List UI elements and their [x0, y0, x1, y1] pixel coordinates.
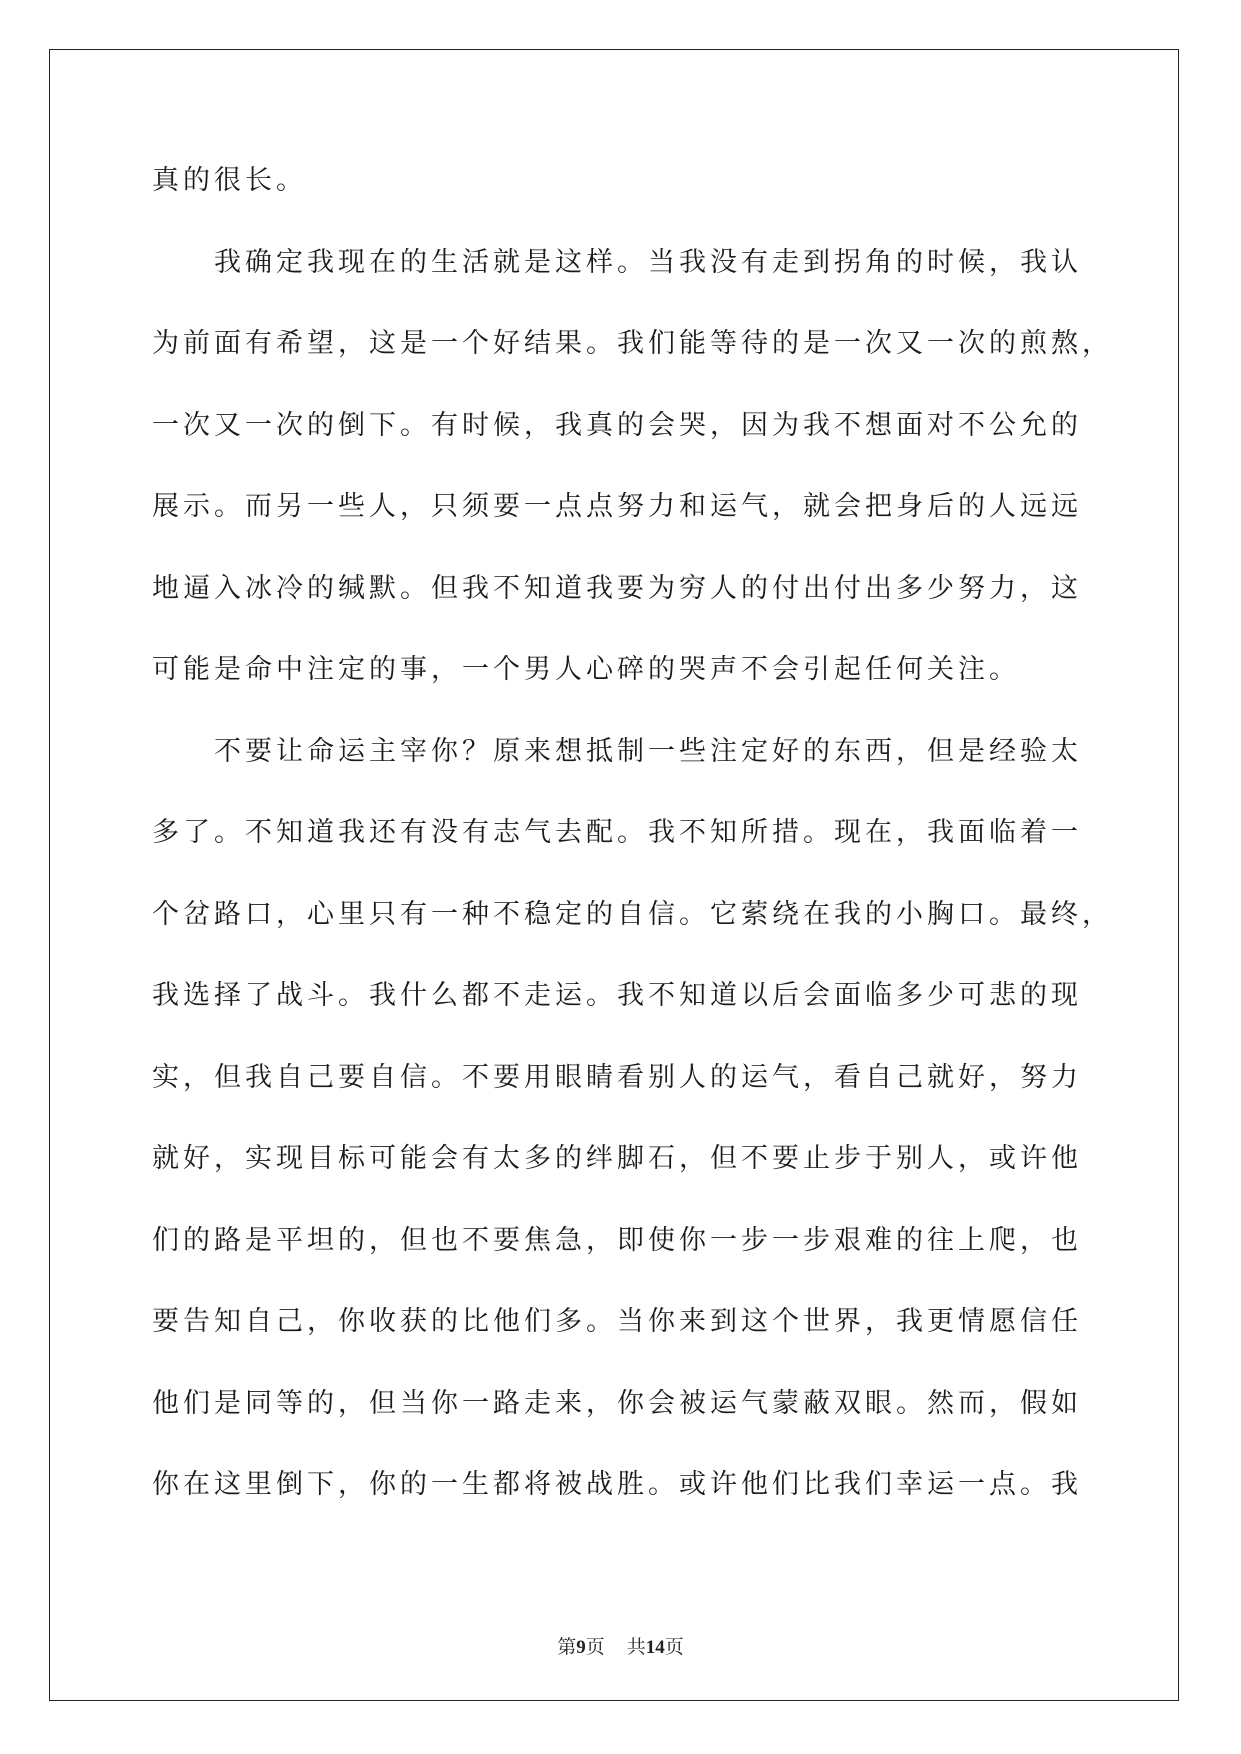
text-line: 就好，实现目标可能会有太多的绊脚石，但不要止步于别人，或许他 [152, 1143, 1082, 1174]
text-line: 实，但我自己要自信。不要用眼睛看别人的运气，看自己就好，努力 [152, 1061, 1082, 1093]
page-number: 9 [576, 1637, 586, 1658]
text-line: 多了。不知道我还有没有志气去配。我不知所措。现在，我面临着一 [152, 817, 1082, 848]
text-line: 展示。而另一些人，只须要一点点努力和运气，就会把身后的人远远 [152, 491, 1082, 522]
text-line: 为前面有希望，这是一个好结果。我们能等待的是一次又一次的煎熬， [152, 328, 1113, 359]
text-line: 一次又一次的倒下。有时候，我真的会哭，因为我不想面对不公允的 [152, 409, 1082, 441]
text-line: 真的很长。 [152, 165, 307, 196]
text-line: 要告知自己，你收获的比他们多。当你来到这个世界，我更情愿信任 [152, 1306, 1082, 1337]
text-line: 不要让命运主宰你？原来想抵制一些注定好的东西，但是经验太 [152, 735, 1082, 767]
text-line: 你在这里倒下，你的一生都将被战胜。或许他们比我们幸运一点。我 [152, 1469, 1082, 1500]
text-line: 个岔路口，心里只有一种不稳定的自信。它萦绕在我的小胸口。最终， [152, 898, 1113, 930]
page-footer [0, 1632, 1241, 1659]
total-suffix: 页 [664, 1636, 684, 1658]
total-pages: 14 [645, 1637, 665, 1658]
total-prefix: 共 [626, 1636, 646, 1658]
text-line: 我选择了战斗。我什么都不走运。我不知道以后会面临多少可悲的现 [152, 980, 1082, 1011]
text-line: 们的路是平坦的，但也不要焦急，即使你一步一步艰难的往上爬，也 [152, 1224, 1082, 1256]
page-prefix: 第 [557, 1636, 577, 1658]
text-line: 地逼入冰冷的缄默。但我不知道我要为穷人的付出付出多少努力，这 [152, 572, 1082, 604]
text-line: 可能是命中注定的事，一个男人心碎的哭声不会引起任何关注。 [152, 654, 1020, 685]
text-line: 我确定我现在的生活就是这样。当我没有走到拐角的时候，我认 [152, 246, 1082, 278]
text-line: 他们是同等的，但当你一路走来，你会被运气蒙蔽双眼。然而，假如 [152, 1387, 1082, 1419]
document-body [152, 156, 1113, 1542]
page-suffix: 页 [585, 1636, 605, 1658]
